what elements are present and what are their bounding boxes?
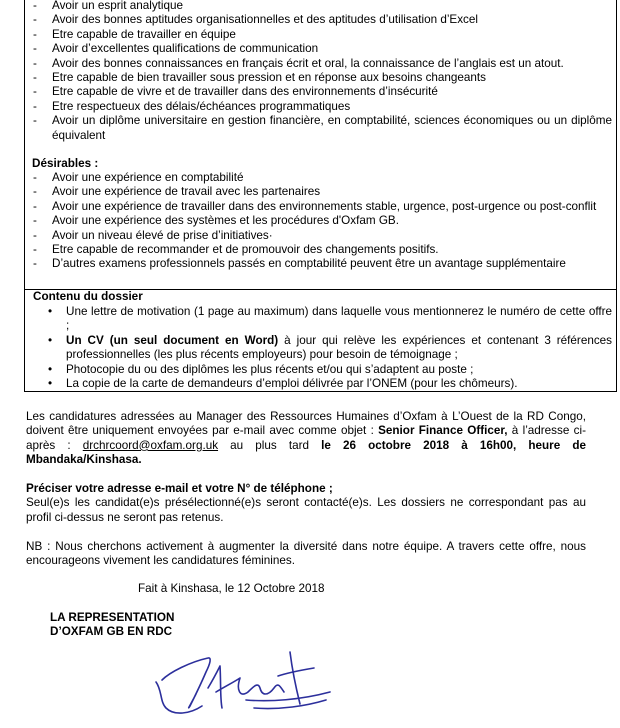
list-item: - Etre capable de vivre et de travailler dans des environnements d’insécurité xyxy=(26,85,612,99)
list-item: - Avoir des bonnes connaissances en français écrit et oral, la connaissance de l’anglais est un atout. xyxy=(26,57,612,71)
place-date: Fait à Kinshasa, le 12 Octobre 2018 xyxy=(138,582,325,595)
subject-label: Senior Finance Officer, xyxy=(378,424,508,438)
list-item: - Avoir des bonnes aptitudes organisationnelles et des aptitudes d’utilisation d’Excel xyxy=(26,13,612,27)
dossier-list xyxy=(40,305,612,391)
signature-image xyxy=(150,642,336,722)
deadline-text: le 26 octobre 2018 à 16h00, heure de Mbandaka/Kinshasa. xyxy=(26,438,586,467)
list-item: - Etre capable de travailler en équipe xyxy=(26,28,612,42)
list-item: - D’autres examens professionnels passés en comptabilité peuvent être un avantage supplémentaire xyxy=(26,257,612,271)
cv-bold-label: Un CV (un seul document en Word) xyxy=(66,333,279,347)
list-item xyxy=(40,334,612,363)
list-item: - Avoir un niveau élevé de prise d’initiatives· xyxy=(26,229,612,243)
org-line: D’OXFAM GB EN RDC xyxy=(50,625,173,639)
contact-paragraph xyxy=(26,482,586,525)
list-item: - Avoir un diplôme universitaire en gestion financière, en comptabilité, sciences économiques ou un diplôme équivalent xyxy=(26,114,612,143)
org-line: LA REPRESENTATION xyxy=(50,611,175,624)
application-paragraph xyxy=(26,410,586,468)
application-text: à l’adresse ci-après : xyxy=(26,424,586,452)
application-text: au plus tard xyxy=(218,438,322,452)
application-text: Les candidatures adressées au Manager des Ressources Humaines d’Oxfam à L’Ouest de la RD Congo, doivent être uniquement envoyées par e-mail avec comme objet : xyxy=(26,410,586,438)
cv-text: à jour qui relève les expériences et contenant 3 références professionnelles (les plus récents employeurs) pour besoin de témoignage ; xyxy=(66,333,613,362)
list-item: • Une lettre de motivation (1 page au maximum) dans laquelle vous mentionnerez le numéro de cette offre ; xyxy=(40,305,612,334)
nb-paragraph: NB : Nous cherchons activement à augmenter la diversité dans notre équipe. A travers cette offre, nous encourageons vivement les candidatures féminines. xyxy=(26,540,586,568)
contact-text: Seul(e)s les candidat(e)s présélectionné(e)s seront contacté(e)s. Les dossiers ne correspondant pas au profil ci-dessus ne seront pas retenus. xyxy=(26,496,586,524)
list-item: - Avoir une expérience de travail avec les partenaires xyxy=(26,185,612,199)
requirements-list xyxy=(26,0,612,143)
list-item: • Photocopie du ou des diplômes les plus récents et/ou qui s’adaptent au poste ; xyxy=(40,363,612,377)
list-item: - Etre respectueux des délais/échéances programmatiques xyxy=(26,100,612,114)
list-item: - Avoir une expérience en comptabilité xyxy=(26,171,612,185)
desirables-heading: Désirables : xyxy=(32,157,99,170)
list-item: - Avoir d’excellentes qualifications de communication xyxy=(26,42,612,56)
list-item: - Etre capable de recommander et de promouvoir des changements positifs. xyxy=(26,243,612,257)
representation-block xyxy=(50,611,174,640)
list-item: - Avoir une expérience des systèmes et les procédures d'Oxfam GB. xyxy=(26,214,612,228)
list-item: - Avoir une expérience de travailler dans des environnements stable, urgence, post-urgence ou post-conflit xyxy=(26,200,612,214)
email-link[interactable]: drchrcoord@oxfam.org.uk xyxy=(82,438,219,452)
dossier-heading: Contenu du dossier xyxy=(33,290,143,303)
contact-heading: Préciser votre adresse e-mail et votre N° de téléphone ; xyxy=(26,482,333,495)
desirables-list xyxy=(26,171,612,272)
list-item: • La copie de la carte de demandeurs d’emploi délivrée par l’ONEM (pour les chômeurs). xyxy=(40,377,612,391)
list-item: - Etre capable de bien travailler sous pression et en réponse aux besoins changeants xyxy=(26,71,612,85)
list-item: - Avoir un esprit analytique xyxy=(26,0,612,13)
